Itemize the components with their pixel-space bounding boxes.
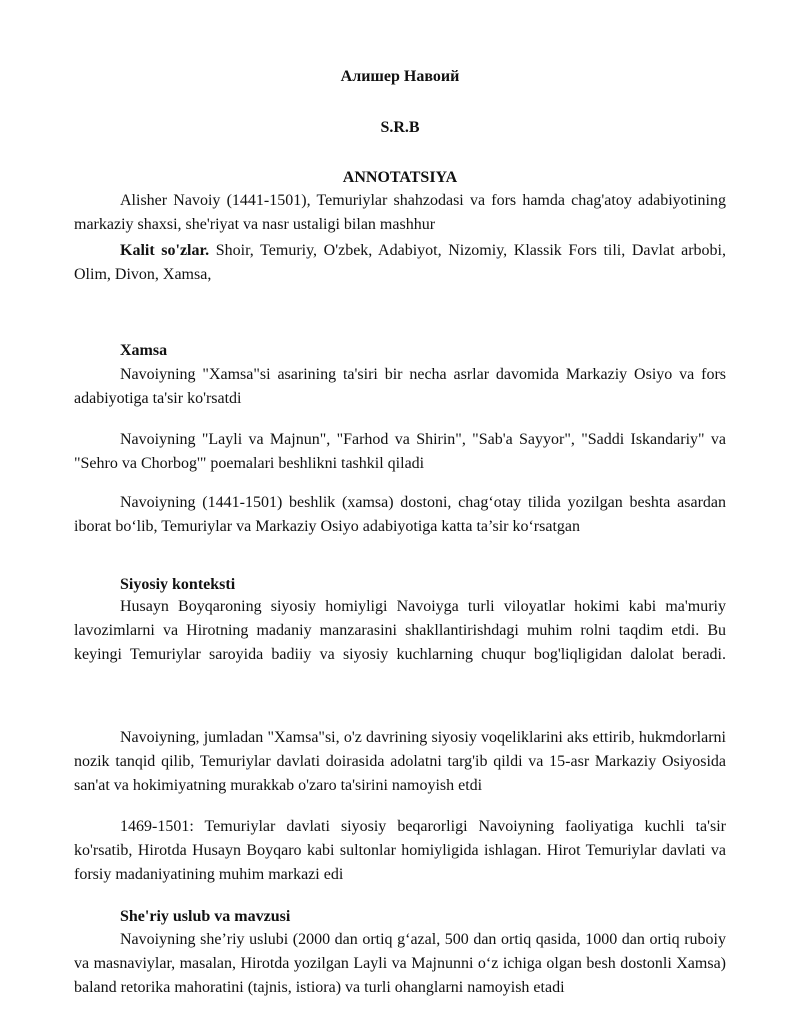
keywords-label: Kalit so'zlar. bbox=[120, 242, 210, 259]
xamsa-paragraph-1: Navoiyning "Xamsa"si asarining ta'siri bir necha asrlar davomida Markaziy Osiyo va fors adabiyotiga ta'sir ko'rsatdi bbox=[74, 366, 726, 407]
uslub-paragraph-1: Navoiyning she’riy uslubi (2000 dan ortiq g‘azal, 500 dan ortiq qasida, 1000 dan ortiq ruboiy va masnaviylar, masalan, Hirotda yozilgan Layli va Majnunni o‘z ichiga olgan besh dostonli Xamsa) baland retorika mahoratini (tajnis, istiora) va turli ohanglarni namoyish etadi bbox=[74, 931, 726, 996]
keywords-paragraph bbox=[74, 239, 726, 287]
section-heading-siyosiy: Siyosiy konteksti bbox=[120, 576, 236, 593]
siyosiy-paragraph-2: Navoiyning, jumladan "Xamsa"si, o'z davrining siyosiy voqeliklarini aks ettirib, hukmdorlarni nozik tanqid qilib, Temuriylar davlati doirasida adolatni targ'ib qildi va 15-asr Markaziy Osiyosida san'at va hokimiyatning murakkab o'zaro ta'sirini namoyish etdi bbox=[74, 729, 726, 794]
author-title: Алишер Навоий bbox=[340, 68, 460, 85]
annotation-heading: ANNOTATSIYA bbox=[342, 169, 458, 186]
annotation-paragraph: Alisher Navoiy (1441-1501), Temuriylar shahzodasi va fors hamda chag'atoy adabiyotining markaziy shaxsi, she'riyat va nasr ustaligi bilan mashhur bbox=[74, 192, 726, 233]
xamsa-paragraph-2: Navoiyning "Layli va Majnun", "Farhod va Shirin", "Sab'a Sayyor", "Saddi Iskandariy" va "Sehro va Chorbog'" poemalari beshlikni tashkil qiladi bbox=[74, 431, 726, 472]
siyosiy-paragraph-1: Husayn Boyqaroning siyosiy homiyligi Navoiyga turli viloyatlar hokimi kabi ma'muriy lavozimlarni va Hirotning madaniy manzarasini shakllantirishdagi muhim rolni taqdim etdi. Bu keyingi Temuriylar saroyida badiiy va siyosiy kuchlarning chuqur bog'liqligidan dalolat beradi. bbox=[74, 598, 726, 663]
section-heading-xamsa: Xamsa bbox=[120, 342, 168, 359]
siyosiy-paragraph-3: 1469-1501: Temuriylar davlati siyosiy beqarorligi Navoiyning faoliyatiga kuchli ta'sir ko'rsatib, Hirotda Husayn Boyqaro kabi sultonlar homiyligida ishlagan. Hirot Temuriylar davlati va forsiy madaniyatining muhim markazi edi bbox=[74, 818, 726, 883]
section-heading-uslub: She'riy uslub va mavzusi bbox=[120, 908, 291, 925]
document-page bbox=[74, 0, 726, 1035]
document-subtitle: S.R.B bbox=[380, 119, 420, 136]
xamsa-paragraph-3: Navoiyning (1441-1501) beshlik (xamsa) dostoni, chag‘otay tilida yozilgan beshta asardan iborat bo‘lib, Temuriylar va Markaziy Osiyo adabiyotiga katta ta’sir ko‘rsatgan bbox=[74, 494, 726, 535]
keywords-text: Shoir, Temuriy, O'zbek, Adabiyot, Nizomiy, Klassik Fors tili, Davlat arbobi, Olim, Divon, Xamsa, bbox=[74, 242, 727, 283]
